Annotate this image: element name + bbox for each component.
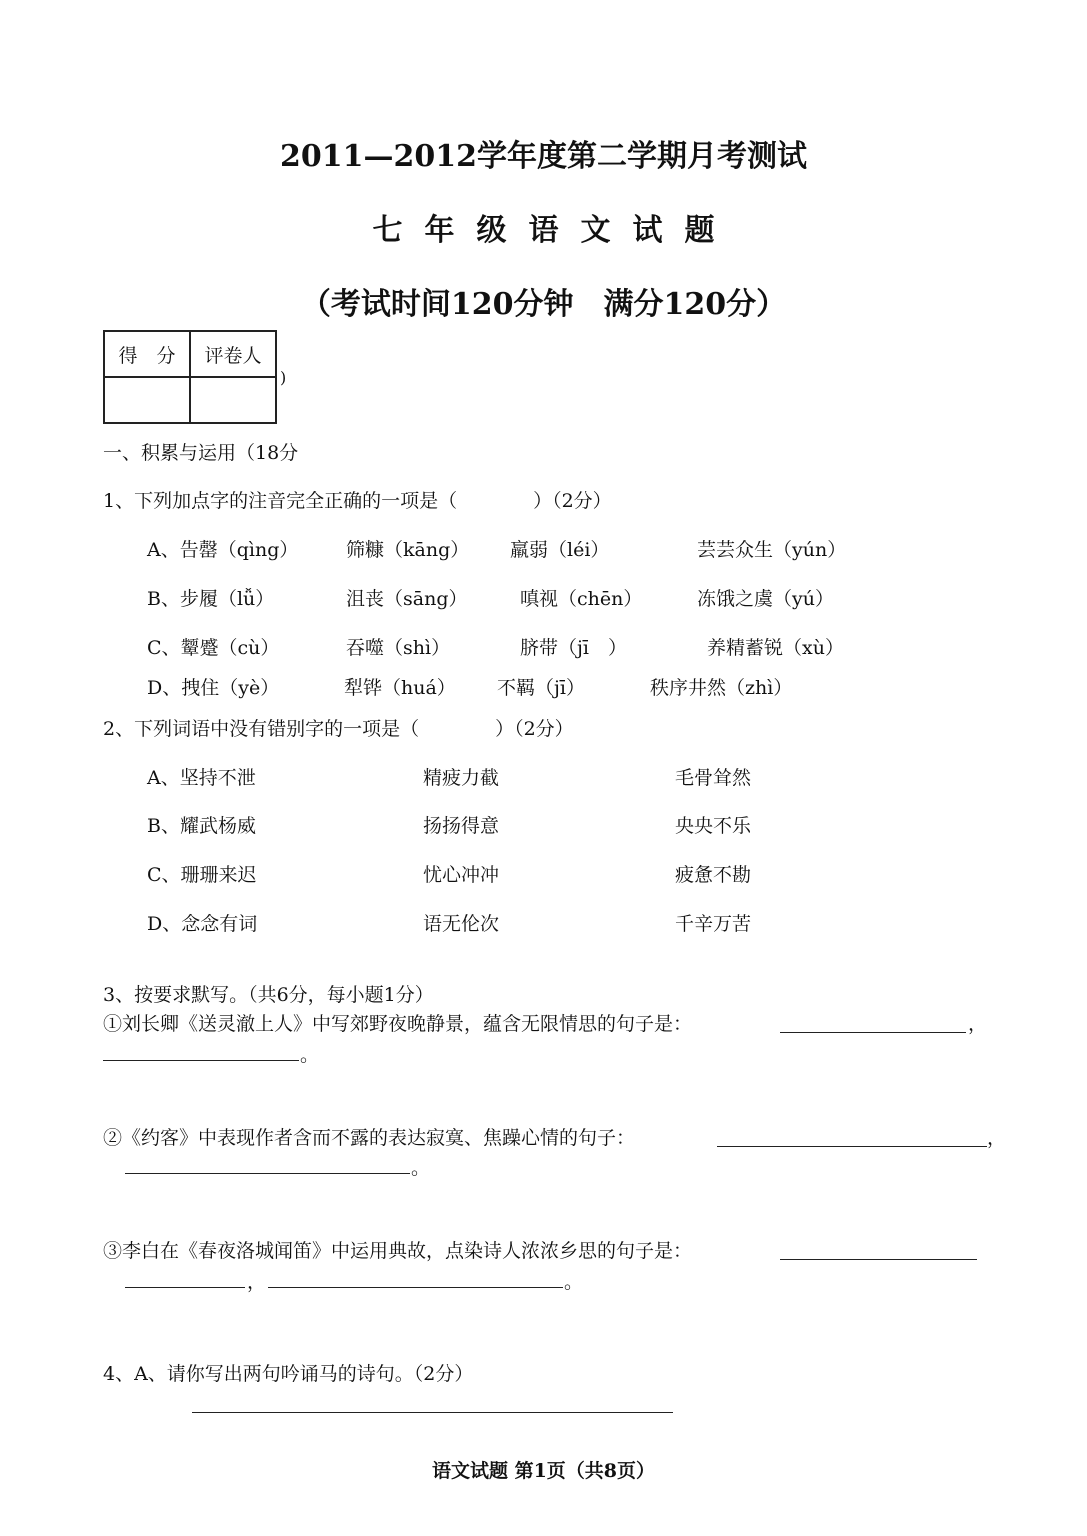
q1-option-a-2: 筛糠（kāng）: [346, 539, 470, 561]
q2-option-d-3: 千辛万苦: [675, 913, 752, 935]
score-label: 得 分: [104, 331, 190, 377]
q1-option-d-1: D、拽住（yè）: [147, 677, 280, 699]
q1-option-a-4: 芸芸众生（yún）: [697, 539, 847, 561]
q3-item-2-comma: ，: [987, 1127, 1007, 1149]
exam-info: （考试时间120分钟 满分120分）: [300, 287, 787, 322]
question-3-stem: 3、按要求默写。（共6分，每小题1分）: [103, 984, 434, 1006]
q3-item-3-comma: ，: [247, 1271, 267, 1293]
q2-option-a-1: A、坚持不泄: [147, 767, 256, 789]
page-footer: 语文试题 第1页（共8页）: [431, 1460, 656, 1482]
exam-title: 2011—2012学年度第二学期月考测试: [280, 139, 807, 174]
q2-option-b-1: B、耀武杨威: [147, 815, 256, 837]
exam-subtitle: 七年级语文试题: [372, 213, 737, 248]
q3-item-1-blank-1[interactable]: [780, 1032, 966, 1033]
q1-option-a-3: 羸弱（léi）: [510, 539, 610, 561]
q1-option-d-2: 犁铧（huá）: [344, 677, 456, 699]
section-heading: 一、积累与运用（18分: [103, 442, 299, 464]
q3-item-2-blank-1[interactable]: [717, 1146, 987, 1147]
q2-option-c-1: C、珊珊来迟: [147, 864, 257, 886]
q2-option-b-2: 扬扬得意: [423, 815, 500, 837]
q3-item-2-period: 。: [411, 1157, 431, 1179]
q4-answer-blank[interactable]: [192, 1412, 673, 1413]
grader-label: 评卷人: [190, 331, 276, 377]
q3-item-2-blank-2[interactable]: [125, 1173, 410, 1174]
q2-option-a-3: 毛骨耸然: [675, 767, 752, 789]
question-1-stem: 1、下列加点字的注音完全正确的一项是（ ）（2分）: [103, 490, 612, 512]
grader-cell[interactable]: [190, 377, 276, 423]
q2-option-b-3: 央央不乐: [675, 815, 752, 837]
question-4-stem: 4、A、请你写出两句吟诵马的诗句。（2分）: [103, 1363, 474, 1385]
q3-item-1-period: 。: [300, 1044, 320, 1066]
q1-option-c-2: 吞噬（shì）: [346, 637, 451, 659]
q1-option-b-2: 沮丧（sāng）: [346, 588, 468, 610]
q3-item-3-blank-2[interactable]: [125, 1287, 245, 1288]
q3-item-3-period: 。: [564, 1271, 584, 1293]
question-2-stem: 2、下列词语中没有错别字的一项是（ ）（2分）: [103, 718, 574, 740]
q1-option-c-1: C、颦蹙（cù）: [147, 637, 280, 659]
q1-option-b-3: 嗔视（chēn）: [520, 588, 643, 610]
q1-option-b-1: B、步履（lǚ）: [147, 588, 275, 610]
q1-option-d-3: 不羁（jī）: [497, 677, 585, 699]
q1-option-c-4: 养精蓄锐（xù）: [707, 637, 844, 659]
q1-option-d-4: 秩序井然（zhì）: [650, 677, 793, 699]
q2-option-d-2: 语无伦次: [423, 913, 500, 935]
q2-option-a-2: 精疲力截: [423, 767, 500, 789]
q3-item-2: ②《约客》中表现作者含而不露的表达寂寞、焦躁心情的句子：: [103, 1127, 636, 1149]
q2-option-d-1: D、念念有词: [147, 913, 258, 935]
q3-item-1-blank-2[interactable]: [103, 1060, 299, 1061]
score-cell[interactable]: [104, 377, 190, 423]
stray-mark: ): [280, 368, 287, 387]
q1-option-c-3: 脐带（jī ）: [520, 637, 627, 659]
q1-option-a-1: A、告罄（qìng）: [147, 539, 299, 561]
q1-option-b-4: 冻饿之虞（yú）: [697, 588, 834, 610]
q3-item-3-blank-3[interactable]: [268, 1287, 563, 1288]
q2-option-c-3: 疲惫不勘: [675, 864, 752, 886]
q3-item-3-blank-1[interactable]: [780, 1259, 977, 1260]
q3-item-1: ①刘长卿《送灵澈上人》中写郊野夜晚静景，蕴含无限情思的句子是：: [103, 1013, 693, 1035]
q3-item-1-comma: ，: [968, 1013, 988, 1035]
score-box: [103, 330, 277, 424]
q3-item-3: ③李白在《春夜洛城闻笛》中运用典故，点染诗人浓浓乡思的句子是：: [103, 1240, 693, 1262]
q2-option-c-2: 忧心冲冲: [423, 864, 500, 886]
